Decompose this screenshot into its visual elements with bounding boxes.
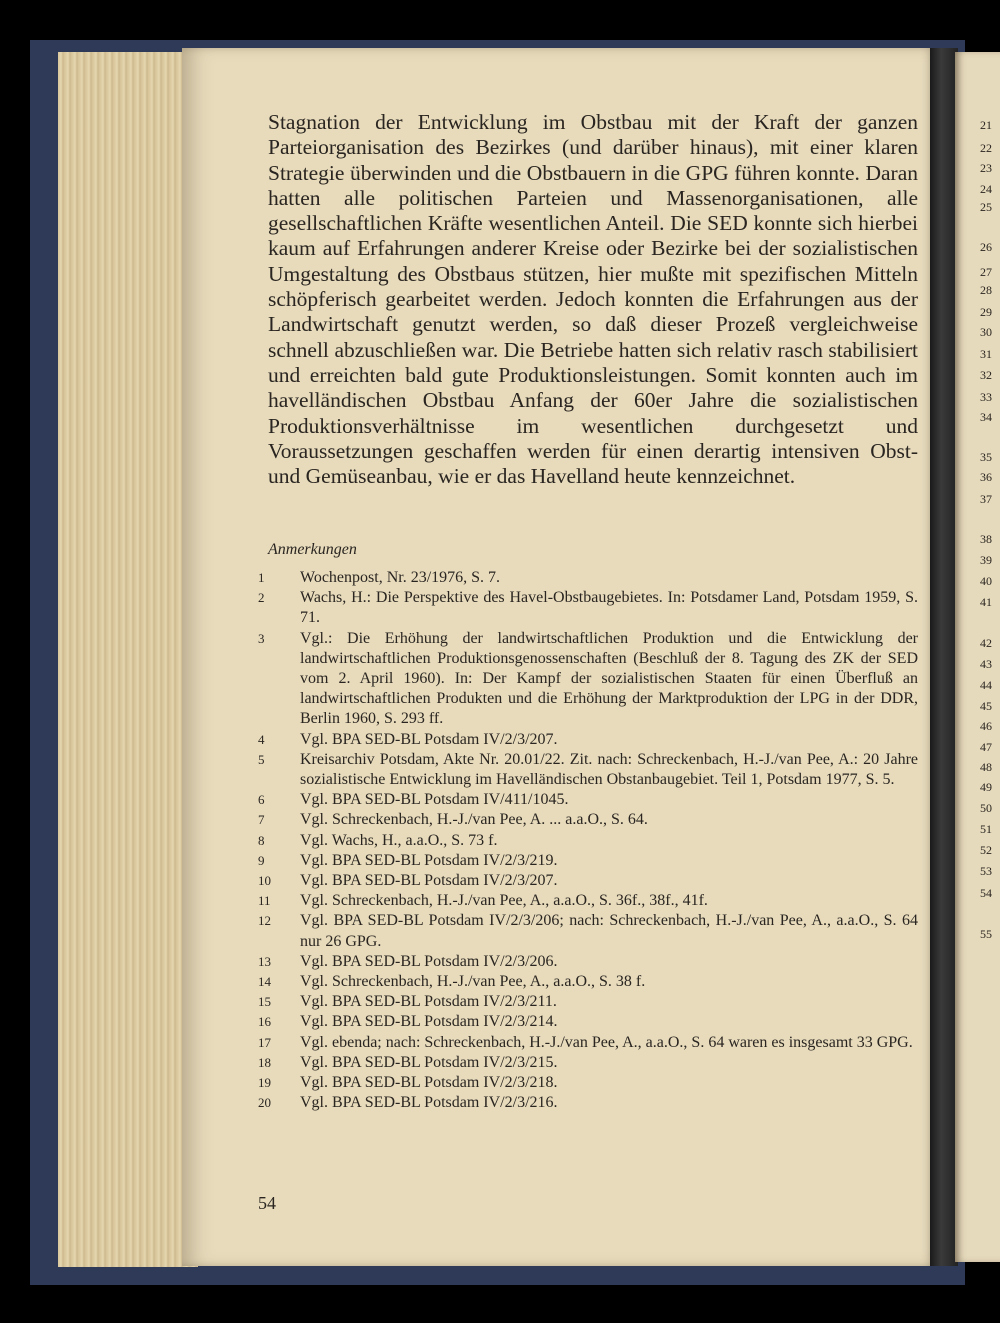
footnote-text: Wochenpost, Nr. 23/1976, S. 7. [300,569,501,586]
facing-line-number: 22 [980,141,992,155]
footnote-text: Vgl. ebenda; nach: Schreckenbach, H.-J./van Pee, A., a.a.O., S. 64 waren es insgesamt 33 GPG. [300,1033,913,1051]
footnote [258,1033,918,1053]
facing-line-number: 32 [980,368,992,382]
footnote-text: Vgl. BPA SED-BL Potsdam IV/2/3/207. [300,730,558,748]
facing-line-number: 37 [980,492,992,506]
facing-line-number: 47 [980,740,992,754]
footnote-text: Vgl. BPA SED-BL Potsdam IV/2/3/219. [300,851,558,869]
footnote-number: 19 [258,1075,271,1091]
footnote [258,1073,918,1093]
footnote-number: 16 [258,1014,271,1030]
footnote-number: 14 [258,974,271,990]
facing-line-number: 40 [980,574,992,588]
footnote-number: 1 [258,570,265,585]
footnote-number: 12 [258,913,271,929]
book-gutter [930,48,958,1266]
facing-line-number: 21 [980,118,992,132]
facing-line-number: 50 [980,801,992,815]
facing-line-number: 38 [980,532,992,546]
footnote [258,629,918,730]
footnote-number: 17 [258,1034,271,1050]
footnote-number: 15 [258,994,271,1010]
footnote [258,750,918,790]
facing-line-number: 33 [980,390,992,404]
footnote-text: Vgl. Schreckenbach, H.-J./van Pee, A., a.a.O., S. 38 f. [300,973,646,991]
footnote [258,992,918,1012]
facing-line-number: 23 [980,161,992,175]
footnote [258,588,918,628]
paragraph-text: Stagnation der Entwicklung im Obstbau mit der Kraft der ganzen Parteiorganisation des Bezirkes (und darüber hinaus), mit einer klaren Strategie überwinden und die Obstbauern in die GPG führen konnte. Daran hatten alle politischen Parteien und Massenorganisationen, alle gesellschaftlichen Kräfte wesentlichen Anteil. Die SED konnte sich hierbei kaum auf Erfahrungen anderer Kreise oder Bezirke bei der sozialistischen Umgestaltung des Obstbaus stützen, hier mußte mit spezifischen Mitteln schöpferisch gearbeitet werden. Jedoch konnten die Erfahrungen aus der Landwirtschaft genutzt werden, so daß dieser Prozeß vergleichweise schnell abzuschließen war. Die Betriebe hatten sich relativ rasch stabilisiert und erreichten bald gute Produktionsleistungen. Somit konnten auch im havelländischen Obstbau Anfang der 60er Jahre die sozialistischen Produktionsverhältnisse im wesentlichen durchgesetzt und Voraussetzungen geschaffen werden für einen derartig intensiven Obst- und Gemüseanbau, wie er das Havelland heute kennzeichnet. [268,110,918,489]
facing-line-number: 41 [980,595,992,609]
footnote [258,568,918,588]
facing-line-number: 28 [980,283,992,297]
footnote-number: 5 [258,751,265,767]
facing-line-number: 45 [980,699,992,713]
footnote-number: 9 [258,852,265,868]
footnote-text: Vgl. BPA SED-BL Potsdam IV/2/3/207. [300,872,558,890]
footnote-text: Vgl. Schreckenbach, H.-J./van Pee, A., a.a.O., S. 36f., 38f., 41f. [300,892,708,910]
footnote [258,891,918,911]
facing-line-number: 43 [980,657,992,671]
footnote-text: Vgl. Wachs, H., a.a.O., S. 73 f. [300,831,498,849]
facing-line-number: 49 [980,780,992,794]
notes-heading: Anmerkungen [268,541,357,558]
footnote-text: Vgl. BPA SED-BL Potsdam IV/2/3/206; nach: Schreckenbach, H.-J./van Pee, A., a.a.O., S. 64 nur 26 GPG. [300,912,918,950]
facing-line-number: 31 [980,347,992,361]
footnote [258,1012,918,1032]
footnote-text: Vgl.: Die Erhöhung der landwirtschaftlichen Produktion und die Entwicklung der landwirtschaftlichen Produktionsgenossenschaften (Beschluß der 8. Tagung des ZK der SED vom 2. April 1960). In: Der Kampf der sozialistischen Staaten für einen Überfluß an landwirtschaftlichen Produkten und die Erhöhung der Marktproduktion der LPG in der DDR, Berlin 1960, S. 293 ff. [300,629,918,728]
footnote-text: Vgl. Schreckenbach, H.-J./van Pee, A. ... a.a.O., S. 64. [300,811,648,829]
facing-line-number: 46 [980,719,992,733]
footnote [258,730,918,750]
facing-line-number: 48 [980,760,992,774]
footnote-number: 3 [258,630,265,646]
footnote-number: 20 [258,1095,271,1111]
footnotes-list [258,568,918,1113]
facing-line-number: 42 [980,636,992,650]
facing-line-number: 25 [980,200,992,214]
facing-line-number: 39 [980,553,992,567]
facing-page-edge [955,52,1000,1262]
footnote-number: 6 [258,792,265,808]
footnote-text: Vgl. BPA SED-BL Potsdam IV/2/3/215. [300,1053,558,1071]
footnote [258,831,918,851]
footnote-number: 13 [258,953,271,969]
facing-line-number: 44 [980,678,992,692]
footnote-text: Vgl. BPA SED-BL Potsdam IV/411/1045. [300,791,569,809]
facing-line-number: 53 [980,864,992,878]
footnote-number: 10 [258,873,271,889]
footnote [258,952,918,972]
footnote-number: 18 [258,1054,271,1070]
footnote [258,1053,918,1073]
facing-line-number: 27 [980,265,992,279]
footnote-text: Vgl. BPA SED-BL Potsdam IV/2/3/214. [300,1013,558,1031]
footnote [258,972,918,992]
facing-line-number: 52 [980,843,992,857]
footnote-number: 8 [258,832,265,848]
footnote-text: Kreisarchiv Potsdam, Akte Nr. 20.01/22. Zit. nach: Schreckenbach, H.-J./van Pee, A.: 20 Jahre sozialistische Entwicklung im Havelländischen Obstanbaugebiet. Teil 1, Potsdam 1977, S. 5. [300,750,918,789]
main-paragraph [268,110,918,489]
footnote-text: Vgl. BPA SED-BL Potsdam IV/2/3/216. [300,1094,558,1112]
facing-line-number: 54 [980,886,992,900]
footnote-number: 2 [258,590,265,606]
facing-line-number: 36 [980,470,992,484]
footnote [258,810,918,830]
facing-line-number: 30 [980,325,992,339]
footnote [258,871,918,891]
footnote-text: Vgl. BPA SED-BL Potsdam IV/2/3/206. [300,952,558,970]
page-number: 54 [258,1193,276,1213]
facing-line-number: 35 [980,450,992,464]
footnote [258,851,918,871]
facing-line-number: 55 [980,927,992,941]
footnote-text: Wachs, H.: Die Perspektive des Havel-Obstbaugebietes. In: Potsdamer Land, Potsdam 1959, S. 71. [300,589,918,627]
facing-line-number: 26 [980,240,992,254]
footnote [258,790,918,810]
footnote-text: Vgl. BPA SED-BL Potsdam IV/2/3/218. [300,1074,558,1092]
footnote [258,1093,918,1113]
footnote-number: 7 [258,812,265,828]
page-edges [58,52,198,1267]
footnote-number: 4 [258,731,265,747]
facing-line-number: 29 [980,305,992,319]
footnote-text: Vgl. BPA SED-BL Potsdam IV/2/3/211. [300,993,557,1011]
footnote [258,911,918,951]
footnote-number: 11 [258,893,271,909]
facing-line-number: 24 [980,182,992,196]
facing-line-number: 51 [980,822,992,836]
facing-line-number: 34 [980,410,992,424]
